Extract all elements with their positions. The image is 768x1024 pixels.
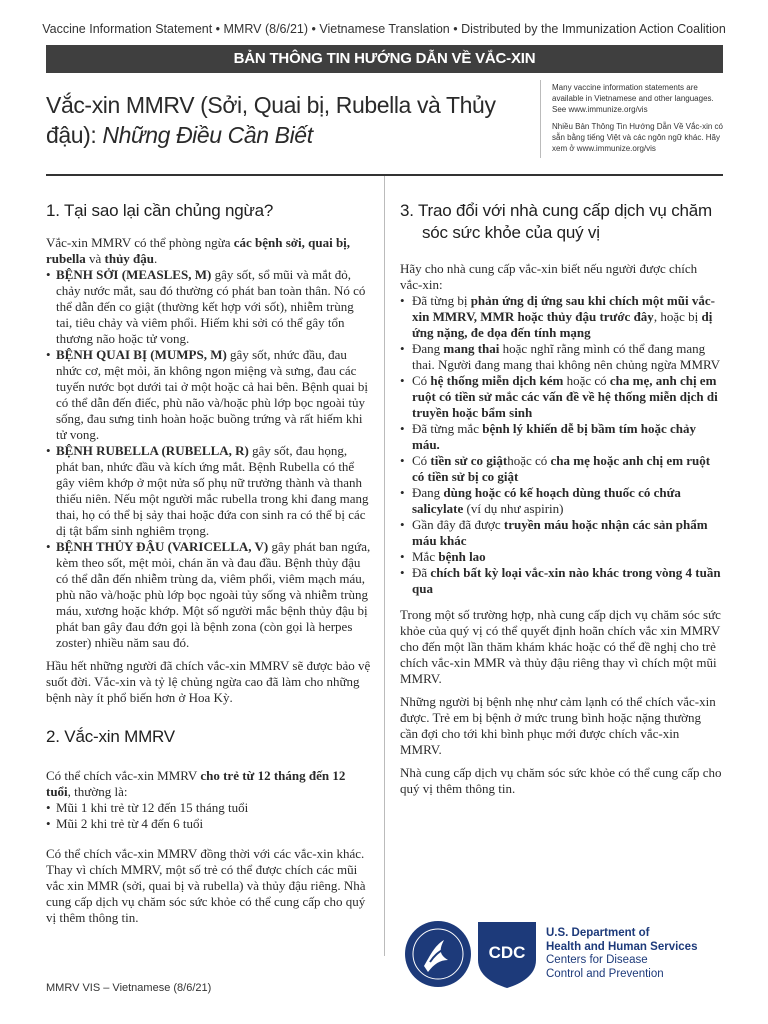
agency-line: Health and Human Services	[546, 940, 698, 953]
section1-closing: Hầu hết những người đã chích vắc-xin MMRV sẽ được bảo vệ suốt đời. Vắc-xin và tỷ lệ chủng ngừa cao đã làm cho những bệnh này ít phổ biến hơn ở Hoa Kỳ.	[46, 658, 371, 705]
list-item: • Có hệ thống miễn dịch kém hoặc có cha mẹ, anh chị em ruột có tiền sử mắc các vấn đề về hệ thống miễn dịch di truyền hoặc bẩm sinh	[400, 373, 722, 421]
agency-line: U.S. Department of	[546, 927, 650, 939]
footer-version: MMRV VIS – Vietnamese (8/6/21)	[46, 982, 212, 994]
section3-para1: Trong một số trường hợp, nhà cung cấp dịch vụ chăm sóc sức khỏe của quý vị có thể quyết định hoãn chích vắc xin MMRV cho đến một lần thăm khám khác hoặc có thể đề nghị cho trẻ chích vắc-xin MMR và thủy đậu riêng thay vì chích một mũi MMRV.	[400, 607, 721, 686]
section1-intro: Vắc-xin MMRV có thể phòng ngừa các bệnh sởi, quai bị, rubella và thủy đậu.	[46, 235, 351, 266]
hhs-seal-icon	[404, 916, 472, 992]
cdc-logo-text: CDC	[488, 943, 526, 962]
list-item: • Có tiền sử co giậthoặc có cha mẹ hoặc anh chị em ruột có tiền sử bị co giật	[400, 453, 722, 485]
agency-line: Control and Prevention	[546, 967, 664, 980]
list-item: • Gần đây đã được truyền máu hoặc nhận các sản phẩm máu khác	[400, 517, 722, 549]
title-subtitle: Những Điều Cần Biết	[102, 122, 313, 148]
section2-details: Có thể chích vắc-xin MMRV đồng thời với các vắc-xin khác. Thay vì chích MMRV, một số trẻ có thể được chích các mũi vắc xin MMR (sởi, quai bị và rubella) và thủy đậu riêng. Nhà cung cấp dịch vụ chăm sóc sức khỏe có thể cung cấp cho quý vị thêm thông tin.	[46, 846, 366, 925]
title-main: Vắc-xin MMRV (Sởi, Quai bị, Rubella và Thủy đậu):	[46, 92, 496, 148]
agency-name	[546, 927, 697, 981]
list-item: • BỆNH SỞI (MEASLES, M) gây sốt, sổ mũi và mắt đỏ, chảy nước mắt, sau đó thường có phát ban toàn thân. Nó có thể dẫn đến co giật (thường kết hợp với sốt), nhiễm trùng tai, tiêu chảy và viêm phổi. Hiếm khi sởi có thể gây tổn thương não hoặc tử vong.	[46, 267, 371, 347]
list-item: • Đã từng bị phản ứng dị ứng sau khi chích một mũi vắc-xin MMRV, MMR hoặc thủy đậu trước đây, hoặc bị dị ứng nặng, đe dọa đến tính mạng	[400, 293, 722, 341]
section2-intro: Có thể chích vắc-xin MMRV cho trẻ từ 12 tháng đến 12 tuổi, thường là:	[46, 768, 346, 799]
disease-list	[46, 267, 371, 651]
header-topline: Vaccine Information Statement • MMRV (8/6/21) • Vietnamese Translation • Distributed by the Immunization Action Coalition	[42, 22, 726, 36]
page-title	[46, 90, 526, 150]
list-item: • BỆNH QUAI BỊ (MUMPS, M) gây sốt, nhức đầu, đau nhức cơ, mệt mỏi, ăn không ngon miệng và sưng, đau các tuyến nước bọt dưới tai ở một hoặc cả hai bên. Bệnh quai bị có thể dẫn đến điếc, phù não và/hoặc phù lớp bọc ngoài tủy sống, đau sưng tinh hoàn hoặc buồng trứng và rất hiếm khi tử vong.	[46, 347, 371, 443]
section1-heading: 1. Tại sao lại cần chủng ngừa?	[46, 201, 274, 220]
dose-list	[46, 800, 371, 832]
section3-para3: Nhà cung cấp dịch vụ chăm sóc sức khỏe có thể cung cấp cho quý vị thêm thông tin.	[400, 765, 722, 796]
header-divider	[540, 80, 541, 158]
list-item: • Đã chích bất kỳ loại vắc-xin nào khác trong vòng 4 tuần qua	[400, 565, 722, 597]
language-note-en: Many vaccine information statements are available in Vietnamese and other languages. See www.immunize.org/vis	[552, 83, 714, 114]
right-column	[400, 200, 722, 804]
list-item: • Đã từng mắc bệnh lý khiến dễ bị bầm tím hoặc chảy máu.	[400, 421, 722, 453]
section3-heading: 3. Trao đổi với nhà cung cấp dịch vụ chăm sóc sức khỏe của quý vị	[400, 201, 712, 242]
list-item: • Mũi 2 khi trẻ từ 4 đến 6 tuổi	[46, 816, 371, 832]
list-item: • Mắc bệnh lao	[400, 549, 722, 565]
list-item: • Mũi 1 khi trẻ từ 12 đến 15 tháng tuổi	[46, 800, 371, 816]
section3-intro: Hãy cho nhà cung cấp vắc-xin biết nếu người được chích vắc-xin:	[400, 261, 698, 292]
left-column	[46, 200, 371, 933]
list-item: • BỆNH RUBELLA (RUBELLA, R) gây sốt, đau họng, phát ban, nhức đầu và kích ứng mắt. Bệnh Rubella có thể gây viêm khớp ở một nửa số phụ nữ trưởng thành và thanh thiếu niên. Nếu một người mắc rubella trong khi đang mang thai, họ có thể bị sảy thai hoặc đứa con sinh ra có thể bị các dị tật bẩm sinh nghiêm trọng.	[46, 443, 371, 539]
agency-line: Centers for Disease	[546, 954, 648, 966]
list-item: • BỆNH THỦY ĐẬU (VARICELLA, V) gây phát ban ngứa, kèm theo sốt, mệt mỏi, chán ăn và đau đầu. Bệnh thủy đậu có thể dẫn đến nhiễm trùng da, viêm phổi, viêm mạch máu, phù não và/hoặc phù lớp bọc ngoài tủy sống và nhiễm trùng máu, xương hoặc khớp. Một số người mắc bệnh thủy đậu bị phát ban gây đau đớn gọi là bệnh zona (còn gọi là herpes zoster) nhiều năm sau đó.	[46, 539, 371, 651]
section3-para2: Những người bị bệnh nhẹ như cảm lạnh có thể chích vắc-xin được. Trẻ em bị bệnh ở mức trung bình hoặc nặng thường cần đợi cho tới khi bình phục mới được chích vắc-xin MMRV.	[400, 694, 716, 757]
document-banner: BẢN THÔNG TIN HƯỚNG DẪN VỀ VẮC-XIN	[46, 45, 723, 73]
list-item: • Đang dùng hoặc có kế hoạch dùng thuốc có chứa salicylate (ví dụ như aspirin)	[400, 485, 722, 517]
section2-heading: 2. Vắc-xin MMRV	[46, 727, 175, 746]
cdc-logo-icon	[476, 920, 538, 990]
language-note-vi: Nhiều Bản Thông Tin Hướng Dẫn Về Vắc-xin có sẵn bằng tiếng Việt và các ngôn ngữ khác. Hãy xem ở www.immunize.org/vis	[552, 122, 723, 153]
list-item: • Đang mang thai hoặc nghĩ rằng mình có thể đang mang thai. Người đang mang thai không nên chủng ngừa MMRV	[400, 341, 722, 373]
language-note	[552, 82, 727, 154]
precaution-list	[400, 293, 722, 597]
column-divider	[384, 176, 385, 956]
